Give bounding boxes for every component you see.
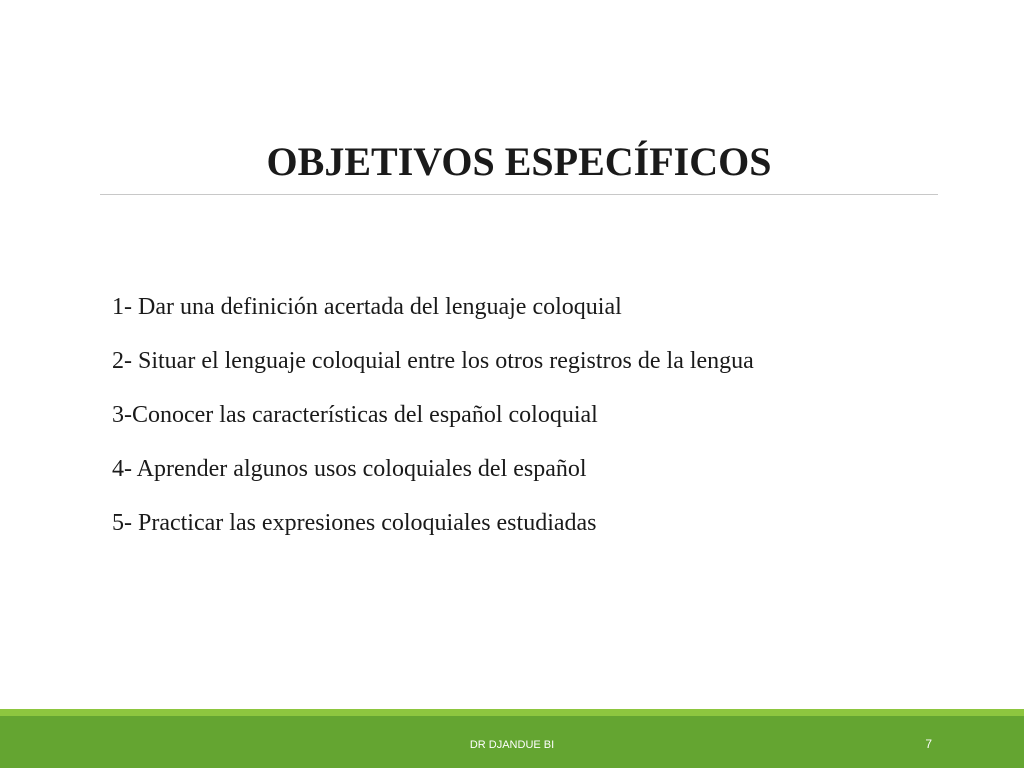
title-divider [100, 194, 938, 195]
footer-author: DR DJANDUE BI [469, 739, 555, 751]
objective-item-2: 2- Situar el lenguaje coloquial entre los otros registros de la lengua [112, 348, 754, 374]
objectives-list [112, 288, 754, 558]
slide-number: 7 [925, 737, 932, 751]
footer-accent-stripe [0, 709, 1024, 716]
objective-item-5: 5- Practicar las expresiones coloquiales estudiadas [112, 510, 597, 536]
slide-title: OBJETIVOS ESPECÍFICOS [266, 139, 772, 184]
objective-item-3: 3-Conocer las características del español coloquial [112, 402, 598, 428]
objective-item-1: 1- Dar una definición acertada del lenguaje coloquial [112, 294, 622, 320]
objective-item-4: 4- Aprender algunos usos coloquiales del español [112, 456, 587, 482]
